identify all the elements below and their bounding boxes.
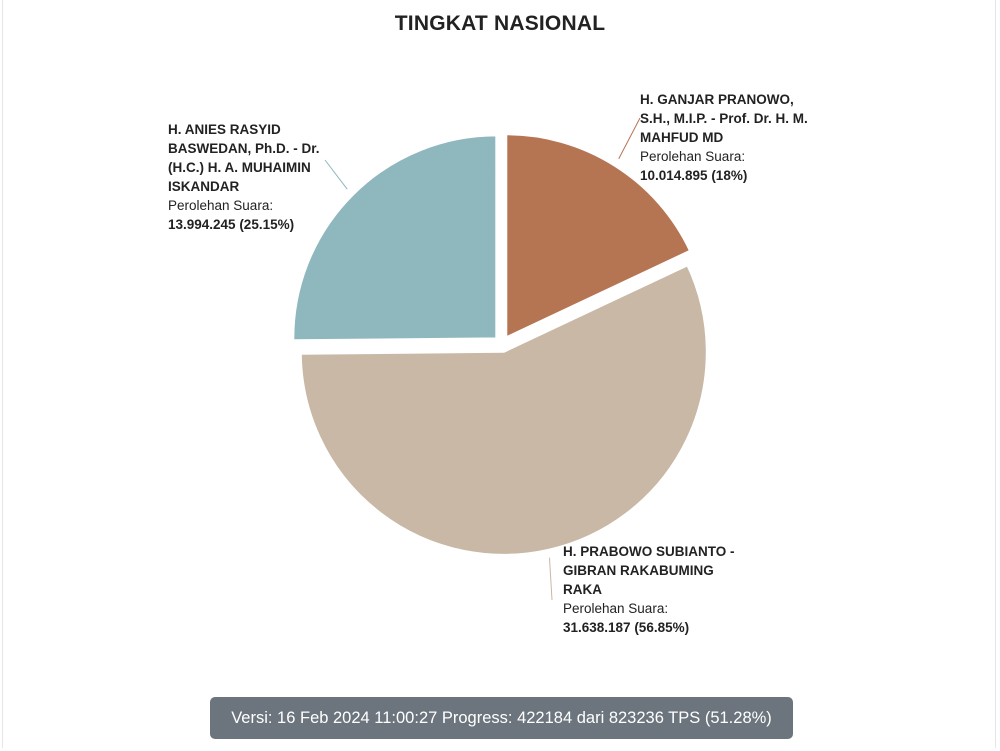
leader-line-ganjar: [619, 118, 640, 159]
slice-label-anies: [168, 120, 353, 234]
leader-line-prabowo: [549, 558, 552, 600]
version-progress-bar: Versi: 16 Feb 2024 11:00:27 Progress: 422184 dari 823236 TPS (51.28%): [210, 697, 793, 739]
chart-title: TINGKAT NASIONAL: [394, 12, 606, 35]
slice-votes-label-prabowo: Perolehan Suara:: [563, 601, 669, 616]
slice-name-ganjar: H. GANJAR PRANOWO, S.H., M.I.P. - Prof. Dr. H. M. MAHFUD MD: [640, 92, 808, 145]
slice-votes-label-ganjar: Perolehan Suara:: [640, 149, 746, 164]
slice-votes-anies: 13.994.245 (25.15%): [168, 217, 295, 232]
slice-votes-prabowo: 31.638.187 (56.85%): [563, 620, 690, 635]
slice-label-prabowo: [563, 542, 763, 637]
slice-name-anies: H. ANIES RASYID BASWEDAN, Ph.D. - Dr. (H.C.) H. A. MUHAIMIN ISKANDAR: [168, 122, 320, 194]
slice-votes-label-anies: Perolehan Suara:: [168, 198, 274, 213]
slice-name-prabowo: H. PRABOWO SUBIANTO - GIBRAN RAKABUMING RAKA: [563, 544, 735, 597]
slice-label-ganjar: [640, 90, 840, 185]
slice-votes-ganjar: 10.014.895 (18%): [640, 168, 748, 183]
